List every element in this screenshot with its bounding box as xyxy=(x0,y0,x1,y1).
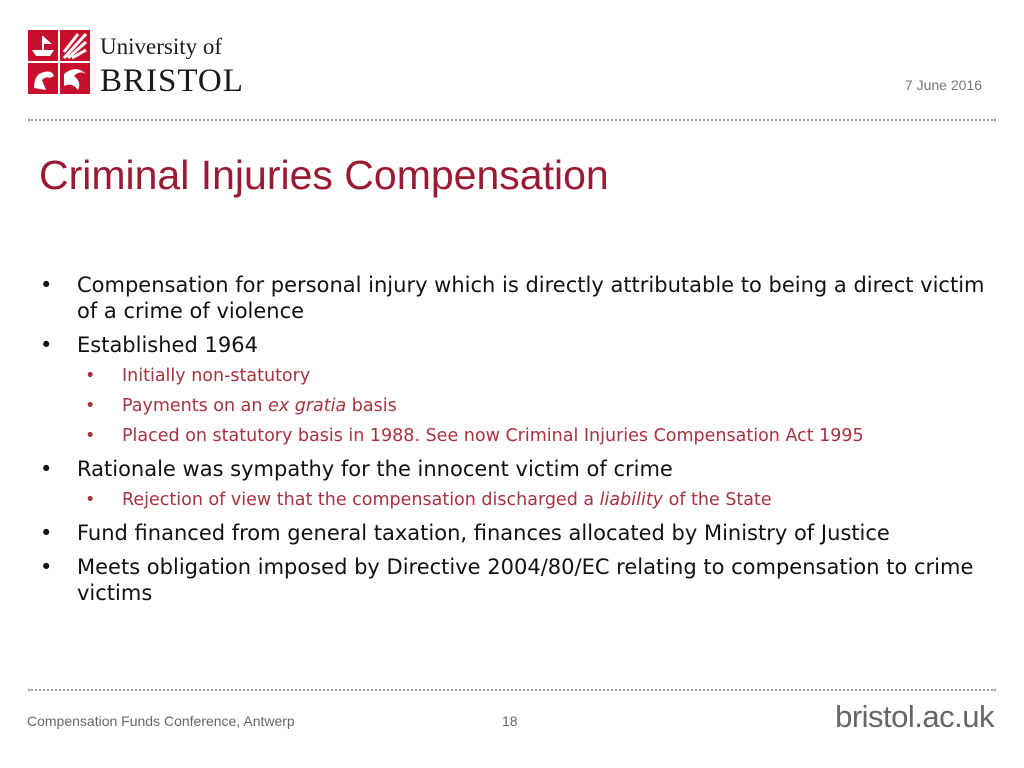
university-crest-icon xyxy=(28,30,90,94)
footer-divider xyxy=(28,689,996,691)
sub-bullet-text: Placed on statutory basis in 1988. See now Criminal Injuries Compensation Act 1995 xyxy=(122,426,864,446)
bullet-item xyxy=(40,272,990,324)
bullet-text: Meets obligation imposed by Directive 2004/80/EC relating to compensation to crime victims xyxy=(77,555,974,605)
sub-bullet-item xyxy=(85,394,990,418)
bullet-icon: • xyxy=(40,555,53,579)
sub-bullet-item xyxy=(85,424,990,448)
sub-bullet-text-post: basis xyxy=(346,396,397,416)
sub-bullet-text-pre: Payments on an xyxy=(122,396,269,416)
bullet-list xyxy=(40,272,990,606)
footer-conference: Compensation Funds Conference, Antwerp xyxy=(27,713,295,729)
bullet-text: Established 1964 xyxy=(77,333,258,357)
bullet-icon: • xyxy=(85,490,96,510)
bullet-text: Fund financed from general taxation, finances allocated by Ministry of Justice xyxy=(77,521,890,545)
website-label: bristol.ac.uk xyxy=(835,699,994,734)
sub-bullet-item xyxy=(85,364,990,388)
bullet-item xyxy=(40,520,990,546)
sub-bullet-emphasis: liability xyxy=(599,490,664,510)
bullet-icon: • xyxy=(40,333,53,357)
logo-line1: University of xyxy=(100,34,223,59)
university-logo xyxy=(28,30,258,100)
bullet-icon: • xyxy=(85,366,96,386)
page-number: 18 xyxy=(502,713,518,729)
header-divider xyxy=(28,119,996,121)
bullet-text: Rationale was sympathy for the innocent victim of crime xyxy=(77,457,673,481)
bullet-item xyxy=(40,332,990,358)
bullet-icon: • xyxy=(40,457,53,481)
sub-bullet-emphasis: ex gratia xyxy=(268,396,347,416)
sub-bullet-text-pre: Rejection of view that the compensation discharged a xyxy=(122,490,600,510)
slide-title: Criminal Injuries Compensation xyxy=(39,152,609,198)
bullet-item xyxy=(40,554,990,606)
bullet-item xyxy=(40,456,990,482)
bullet-icon: • xyxy=(40,273,53,297)
bullet-icon: • xyxy=(85,396,96,416)
bullet-icon: • xyxy=(40,521,53,545)
bullet-text: Compensation for personal injury which is directly attributable to being a direct victim of a crime of violence xyxy=(77,273,985,323)
sub-bullet-text: Initially non-statutory xyxy=(122,366,311,386)
slide-date: 7 June 2016 xyxy=(904,77,982,93)
bullet-icon: • xyxy=(85,426,96,446)
sub-bullet-text-post: of the State xyxy=(663,490,772,510)
logo-line2: BRISTOL xyxy=(100,63,244,99)
sub-bullet-item xyxy=(85,488,990,512)
